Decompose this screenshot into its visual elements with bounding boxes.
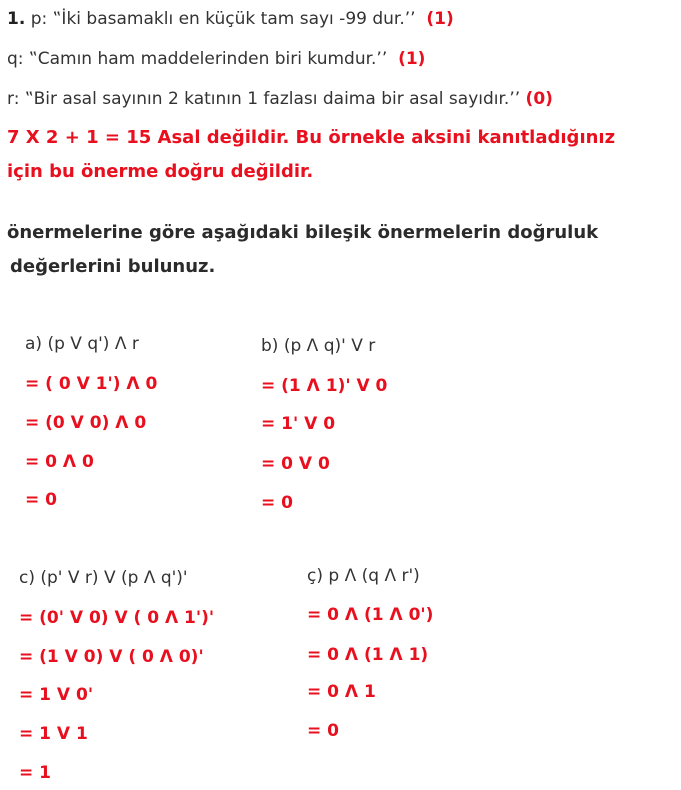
- instruction-line-1: önermelerine göre aşağıdaki bileşik önermelerin doğruluk: [7, 222, 599, 243]
- part-c-step-5: = 1: [19, 763, 51, 783]
- premise-p-text: p: ‟İki basamaklı en küçük tam sayı -99 dur.’’: [25, 9, 416, 29]
- premise-r-text: r: ‟Bir asal sayının 2 katının 1 fazlası daima bir asal sayıdır.’’: [7, 89, 521, 109]
- part-cc-step-1: = 0 Λ (1 Λ 0'): [307, 605, 434, 625]
- question-number: 1.: [7, 9, 26, 29]
- part-a-step-4: = 0: [25, 490, 57, 510]
- part-b-step-1: = (1 Λ 1)' V 0: [261, 376, 388, 396]
- premise-p-value: (1): [426, 9, 454, 29]
- part-c-label: c) (p' V r) V (p Λ q')': [19, 568, 188, 588]
- part-cc-step-2: = 0 Λ (1 Λ 1): [307, 645, 429, 665]
- premise-q-value: (1): [398, 49, 426, 69]
- premise-r-value: (0): [525, 89, 553, 109]
- part-b-step-4: = 0: [261, 493, 293, 513]
- premise-q-text: q: ‟Camın ham maddelerinden biri kumdur.’’: [7, 49, 388, 69]
- part-c-step-2: = (1 V 0) V ( 0 Λ 0)': [19, 647, 204, 667]
- premise-p: [7, 9, 454, 29]
- part-a-step-1: = ( 0 V 1') Λ 0: [25, 374, 158, 394]
- part-c-step-1: = (0' V 0) V ( 0 Λ 1')': [19, 608, 215, 628]
- premise-r: [7, 89, 553, 109]
- explanation-line-1: 7 X 2 + 1 = 15 Asal değildir. Bu örnekle aksini kanıtladığınız: [7, 127, 616, 148]
- part-a-label: a) (p V q') Λ r: [25, 334, 139, 354]
- explanation-line-2: için bu önerme doğru değildir.: [7, 161, 314, 182]
- part-c-step-3: = 1 V 0': [19, 685, 94, 705]
- part-b-step-3: = 0 V 0: [261, 454, 330, 474]
- part-b-step-2: = 1' V 0: [261, 414, 336, 434]
- part-a-step-2: = (0 V 0) Λ 0: [25, 413, 147, 433]
- premise-q: [7, 49, 425, 69]
- part-a-step-3: = 0 Λ 0: [25, 452, 94, 472]
- part-b-label: b) (p Λ q)' V r: [261, 336, 376, 356]
- part-c-step-4: = 1 V 1: [19, 724, 88, 744]
- part-cc-step-3: = 0 Λ 1: [307, 682, 376, 702]
- part-cc-step-4: = 0: [307, 721, 339, 741]
- instruction-line-2: değerlerini bulunuz.: [10, 256, 216, 277]
- part-cc-label: ç) p Λ (q Λ r'): [307, 566, 420, 586]
